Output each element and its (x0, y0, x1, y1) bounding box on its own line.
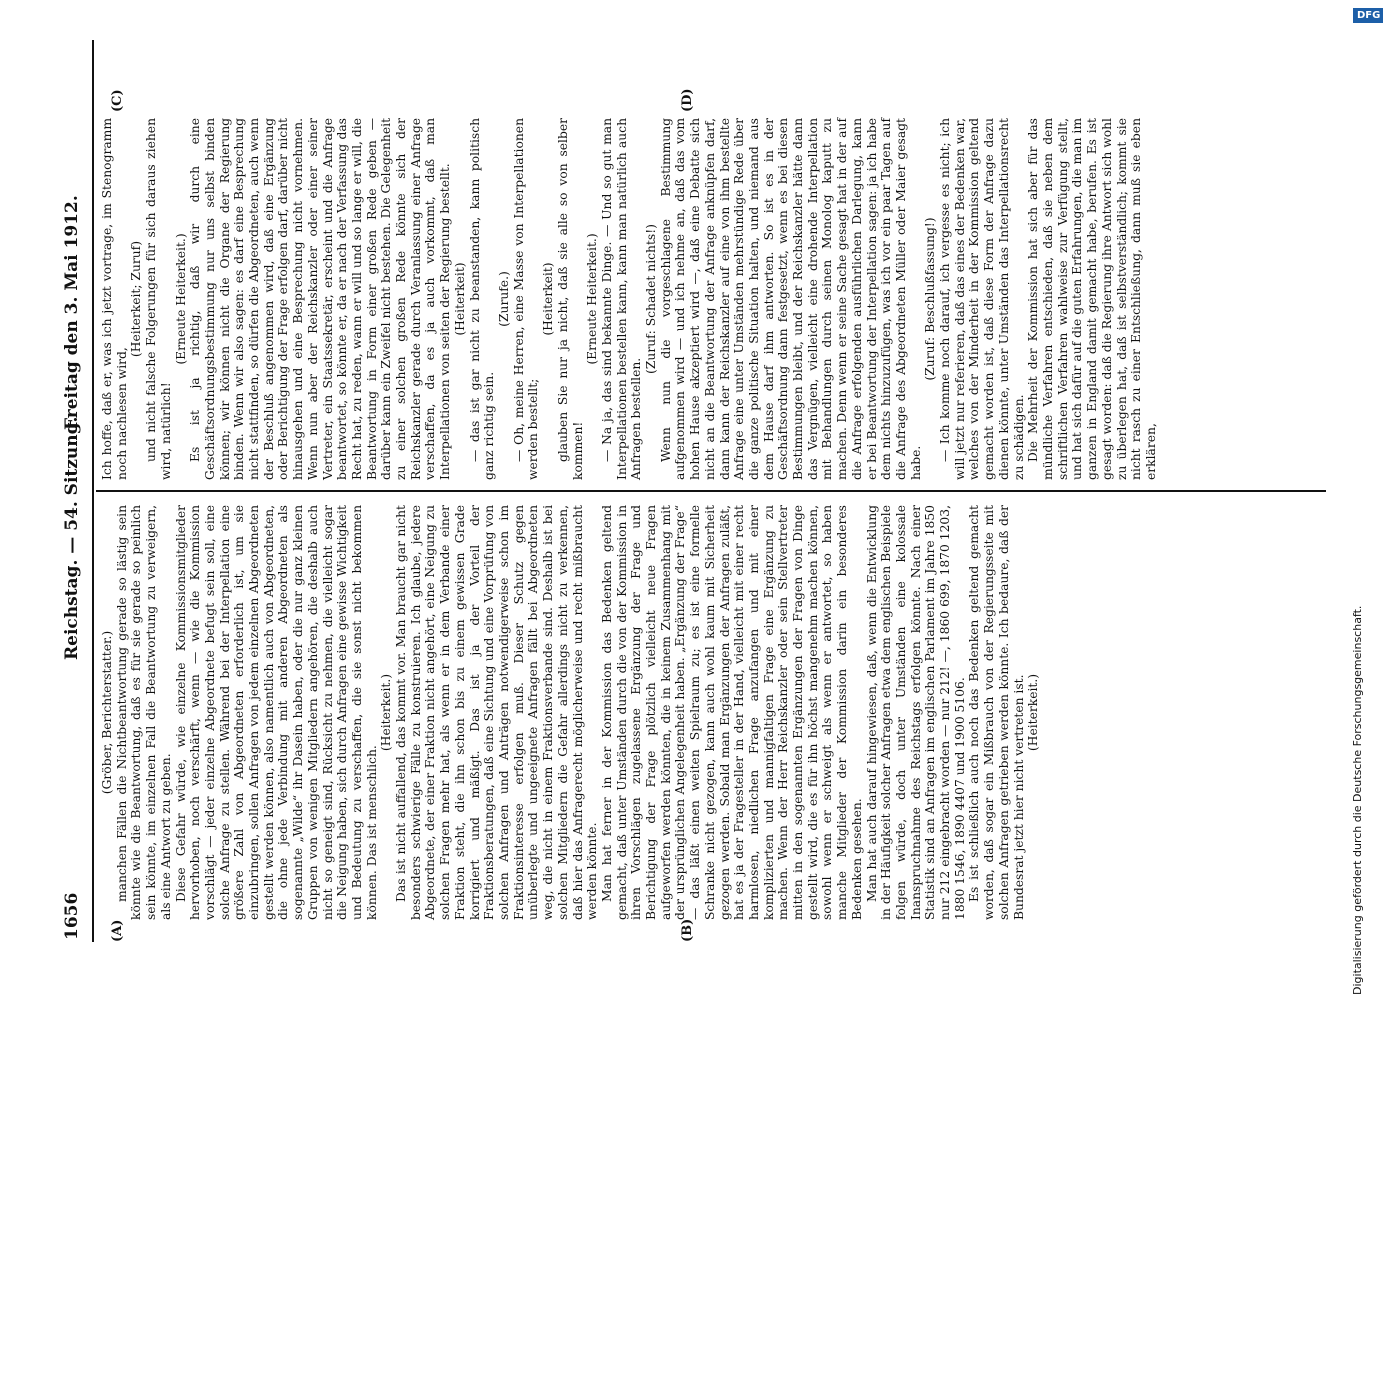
paragraph: und nicht falsche Folgerungen für sich daraus ziehen wird, natürlich! (144, 118, 173, 480)
paragraph: Die Mehrheit der Kommission hat sich aber für das mündliche Verfahren entschieden, daß sie neben dem schriftlichen Verfahren wahlweise zur Verfügung stellt, und hat sich dafür auf die guten Erfahrungen, die man im ganzen in England damit gemacht habe, berufen. Es ist gesagt worden: daß die Regierung ihre Antwort sich wohl zu überlegen hat, daß ist selbstverständlich; kommt sie nicht rasch zu einer Entschließung, dann muß sie eben erklären, (1026, 118, 1158, 480)
paragraph: Wenn nun die vorgeschlagene Bestimmung aufgenommen wird — und ich nehme an, daß das vom hohen Hause akzeptiert wird —, daß eine Debatte sich nicht an die Beantwortung der Anfrage anknüpfen darf, dann kann der Reichskanzler auf eine von ihm bestellte Anfrage eine unter Umständen mehrstündige Rede über die ganze politische Situation halten, und niemand aus dem Hause darf ihm antworten. So ist es in der Geschäftsordnung dann festgesetzt, wenn es bei diesen Bestimmungen bleibt, und der Reichskanzler hätte dann das Vergnügen, vielleicht eine drohende Interpellation mit Behandlungen durch seinen Monolog kaputt zu machen. Denn wenn er seine Sache gesagt hat in der auf die Anfrage erfolgenden ausführlichen Darlegung, kann er bei Beantwortung der Interpellation sagen: ja ich habe dem nichts hinzuzufügen, was ich vor ein paar Tagen auf die Anfrage des Abgeordneten Müller oder Maier gesagt habe. (658, 118, 923, 480)
paragraph: glauben Sie nur ja nicht, daß sie alle so von selber kommen! (555, 118, 585, 480)
paragraph: (Zuruf: Beschlußfassung!) (923, 217, 938, 381)
paragraph: (Heiterkeit; Zuruf) (129, 240, 144, 358)
paragraph: Es ist ja richtig, daß wir durch eine Geschäftsordnungsbestimmung nur uns selbst binden können; wir können nicht die Organe der Regierung binden. Wenn wir also sagen: es darf eine Besprechung nicht stattfinden, so dürfen die Abgeordneten, auch wenn der Beschluß angenommen wird, daß eine Ergänzung oder Berichtigung der Frage erfolgen darf, darüber nicht hinausgehen und eine Besprechung nicht vornehmen. Wenn nun aber der Reichskanzler oder einer seiner Vertreter, ein Staatssekretär, erscheint und die Anfrage beantwortet, so könnte er, da er nach der Verfassung das Recht hat, zu reden, wann er will und so lange er will, die Beantwortung in Form einer großen Rede geben — darüber kann ein Zweifel nicht bestehen. Die Gelegenheit zu einer solchen großen Rede könnte sich der Reichskanzler gerade durch Veranlassung einer Anfrage verschaffen, da es ja auch vorkommt, daß man Interpellationen von seiten der Regierung bestellt. (188, 117, 453, 480)
margin-mark-b: (B) (680, 918, 695, 942)
paragraph: Man hat auch darauf hingewiesen, daß, wenn die Entwicklung in der Häufigkeit solcher Anfragen etwa dem englischen Beispiele folgen würde, doch unter Umständen eine kolossale Inanspruchnahme des Reichstags erfolgen könnte. Nach einer Statistik sind an Anfragen im englischen Parlament im Jahre 1850 nur 212 eingebracht worden — nur 212! —, 1860 699, 1870 1203, 1880 1546, 1890 4407 und 1900 5106. (864, 505, 967, 920)
paragraph: Das ist nicht auffallend, das kommt vor. Man braucht gar nicht besonders schwierige Fälle zu konstruieren. Ich glaube, jedere Abgeordnete, der einer Fraktion nicht angehört, eine Neigung zu solchen Fragen mehr hat, als wenn er in dem Verbande einer Fraktion steht, die ihn schon bis zu einem gewissen Grade korrigiert und mäßigt. Das ist ja der Vorteil der Fraktionsberatungen, daß eine Sichtung und eine Vorprüfung von solchen Anfragen und Anträgen notwendigerweise schon im Fraktionsinteresse erfolgen muß. Dieser Schutz gegen unüberlegte und ungeeignete Anfragen fällt bei Abgeordneten weg, die nicht in einem Fraktionsverbande sind. Deshalb ist bei solchen Mitgliedern die Gefahr allerdings nicht zu verkennen, daß hier das Anfragerecht möglicherweise und recht mißbraucht werden könnte. (394, 505, 600, 920)
right-text-column (100, 118, 1159, 480)
paragraph: Man hat ferner in der Kommission das Bedenken geltend gemacht, daß unter Umständen durch die von der Kommission in ihren Vorschlägen zugelassene Ergänzung der Frage und Berichtigung der Frage plötzlich vielleicht neue Fragen aufgeworfen werden könnten, die in keinem Zusammenhang mit der ursprünglichen Angelegenheit haben. „Ergänzung der Frage“ — das läßt einen weiten Spielraum zu; es ist eine formelle Schranke nicht gezogen, kann auch wohl kaum mit Sicherheit gezogen werden. Sobald man Ergänzungen der Anfragen zuläßt, hat es ja der Fragesteller in der Hand, vielleicht mit einer recht harmlosen, niedlichen Frage anzufangen und mit einer komplizierten und mannigfaltigen Frage eine Ergänzung zu machen. Wenn der Herr Reichskanzler oder sein Stellvertreter mitten in den sogenannten Ergänzungen der Fragen von Dinge gestellt wird, die es für ihn höchst mangenehm machen können, sowohl wenn er schweigt als wenn er antwortet, so haben manche Mitglieder der Kommission darin ein besonderes Bedenken gesehen. (599, 505, 864, 920)
paragraph: Diese Gefahr würde, wie einzelne Kommissionsmitglieder hervorhoben, noch verschärft, wenn — wie die Kommission vorschlägt — jeder einzelne Abgeordnete befugt sein soll, eine solche Anfrage zu stellen. Während bei der Interpellation eine größere Zahl von Abgeordneten erforderlich ist, um sie einzubringen, sollen Anfragen von jedem einzelnen Abgeordneten gestellt werden können, also namentlich auch von Abgeordneten, die ohne jede Verbindung mit anderen Abgeordneten als sogenannte „Wilde“ ihr Dasein haben, oder die nur ganz kleinen Gruppen von wenigen Mitgliedern angehören, die deshalb auch nicht so geneigt sind, Rücksicht zu nehmen, die vielleicht sogar die Neigung haben, sich durch Anfragen eine gewisse Wichtigkeit und Bedeutung zu verschaffen, die sie sonst nicht bekommen können. Das ist menschlich. (173, 505, 379, 920)
page-header (62, 40, 92, 960)
paragraph: (Erneute Heiterkeit.) (585, 233, 600, 365)
header-date: Freitag den 3. Mai 1912. (62, 195, 82, 430)
paragraph: — Na ja, das sind bekannte Dinge. — Und so gut man Interpellationen bestellen kann, kann man natürlich auch Anfragen bestellen. (599, 118, 644, 480)
paragraph: (Gröber, Berichterstatter.) (100, 630, 114, 795)
paragraph: (Heiterkeit) (541, 262, 556, 336)
dfg-logo: DFG (1353, 8, 1383, 23)
paragraph: Es ist schließlich auch noch das Bedenken geltend gemacht worden, daß sogar ein Mißbrauch von der Regierungsseite mit solchen Anfragen getrieben werden könnte. Ich bedaure, daß der Bundesrat jetzt hier nicht vertreten ist. (967, 505, 1026, 920)
left-text-column (100, 505, 1041, 920)
header-rule (92, 40, 94, 942)
margin-mark-d: (D) (680, 88, 695, 112)
header-center-title: Reichstag. — 54. Sitzung. (62, 416, 82, 660)
right-sidebar (1345, 0, 1383, 1383)
paragraph: Ich hoffe, daß er, was ich jetzt vortrage, im Stenogramm noch nachlesen wird, (100, 118, 129, 480)
paragraph: (Heiterkeit.) (379, 673, 394, 752)
paragraph: (Erneute Heiterkeit.) (173, 233, 188, 365)
paragraph: (Zurufe.) (496, 271, 511, 327)
column-rule (96, 490, 1326, 492)
page-number: 1656 (62, 892, 82, 940)
paragraph: (Zuruf: Schadet nichts!) (644, 224, 659, 374)
paragraph: — das ist gar nicht zu beanstanden, kann politisch ganz richtig sein. (467, 118, 497, 480)
credit-text: Digitalisierung gefördert durch die Deutsche Forschungsgemeinschaft. (1351, 605, 1364, 995)
margin-mark-c: (C) (110, 89, 125, 112)
paragraph: manchen Fällen die Nichtbeantwortung gerade so lästig sein könnte wie die Beantwortung, daß es für sie gerade so peinlich sein könnte, im einzelnen Fall die Beantwortung zu verweigern, als eine Antwort zu geben. (114, 505, 173, 920)
paragraph: (Heiterkeit.) (1026, 673, 1041, 752)
paragraph: (Heiterkeit) (452, 262, 467, 336)
margin-mark-a: (A) (110, 919, 125, 942)
paragraph: — Oh, meine Herren, eine Masse von Interpellationen werden bestellt; (511, 118, 541, 480)
paragraph: — Ich komme noch darauf, ich vergesse es nicht; ich will jetzt nur referieren, daß das eines der Bedenken war, welches von der Minderheit in der Kommission geltend gemacht worden ist, daß diese Form der Anfrage dazu dienen könnte, unter Umständen das Interpellationsrecht zu schädigen. (938, 118, 1026, 480)
